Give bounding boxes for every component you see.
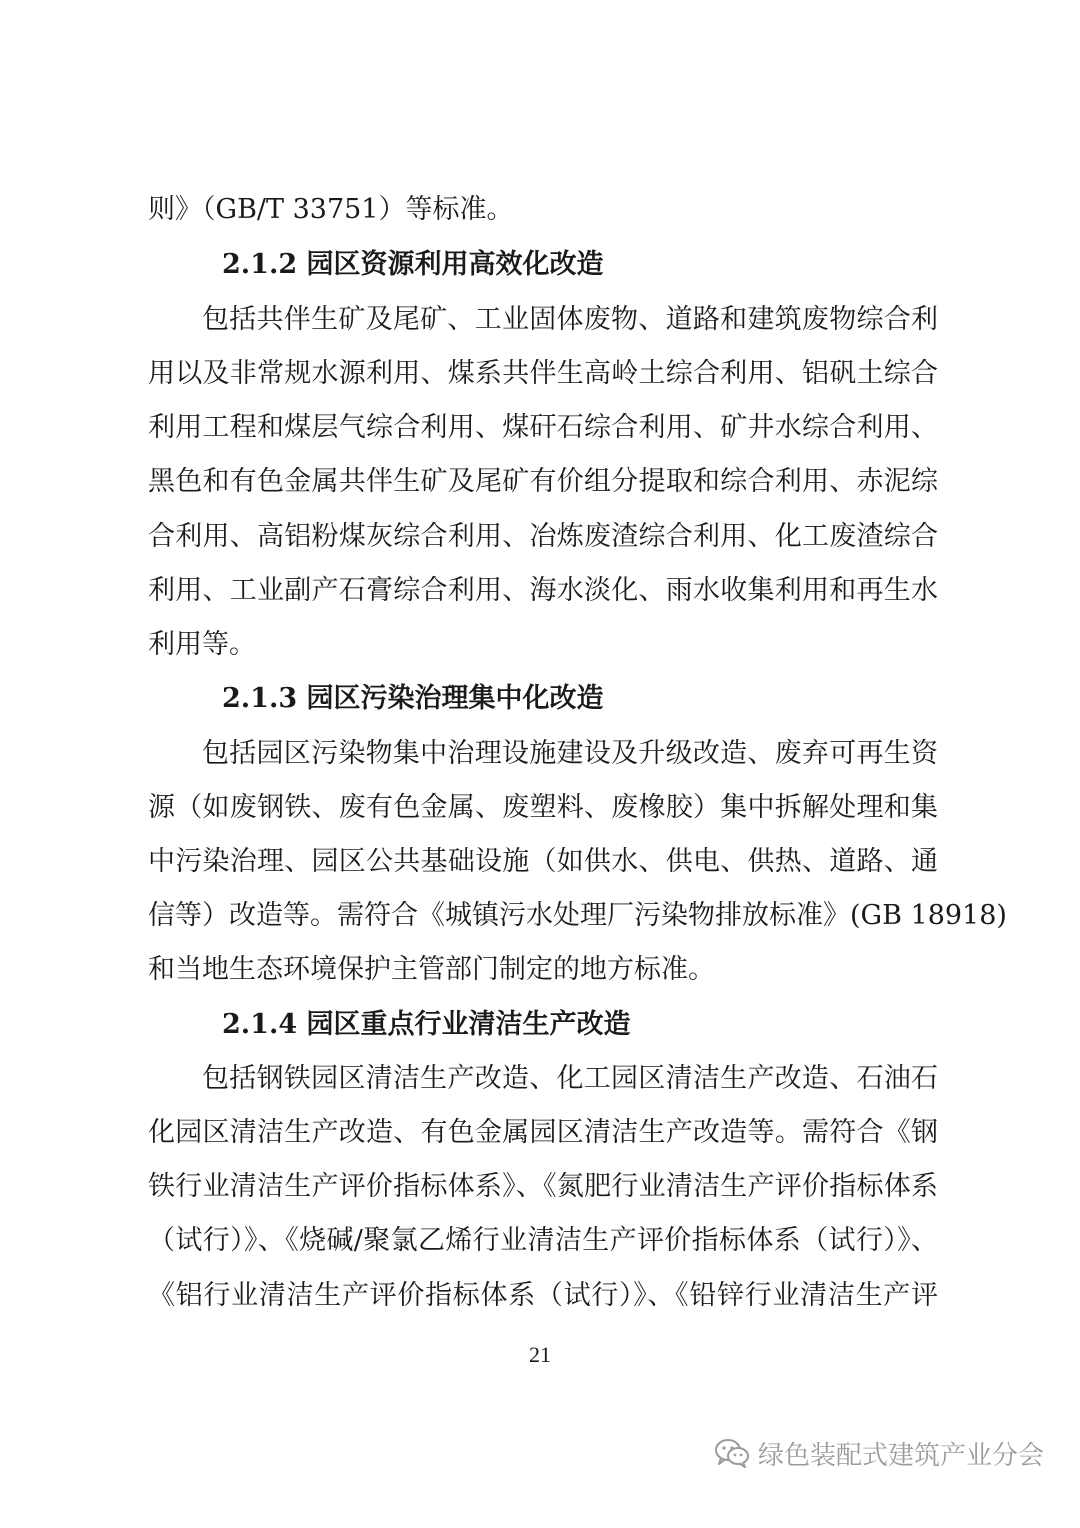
paragraph-line: 包括钢铁园区清洁生产改造、化工园区清洁生产改造、石油石 [202, 1063, 938, 1094]
wechat-icon [714, 1438, 750, 1468]
watermark [714, 1433, 1044, 1473]
watermark-text: 绿色装配式建筑产业分会 [757, 1440, 1044, 1471]
paragraph-line: 包括共伴生矿及尾矿、工业固体废物、道路和建筑废物综合利 [202, 304, 938, 335]
section-heading: 2.1.4 园区重点行业清洁生产改造 [222, 1009, 631, 1040]
page-number: 21 [529, 1342, 551, 1367]
paragraph-line: 包括园区污染物集中治理设施建设及升级改造、废弃可再生资 [202, 738, 938, 769]
paragraph-line: 和当地生态环境保护主管部门制定的地方标准。 [148, 954, 715, 985]
paragraph-line: 用以及非常规水源利用、煤系共伴生高岭土综合利用、铝矾土综合 [148, 358, 938, 389]
paragraph-line: 源（如废钢铁、废有色金属、废塑料、废橡胶）集中拆解处理和集 [148, 792, 938, 823]
paragraph-line: 化园区清洁生产改造、有色金属园区清洁生产改造等。需符合《钢 [148, 1117, 938, 1148]
paragraph-line: 合利用、高铝粉煤灰综合利用、冶炼废渣综合利用、化工废渣综合 [148, 521, 938, 552]
paragraph-line: 利用工程和煤层气综合利用、煤矸石综合利用、矿井水综合利用、 [148, 412, 938, 443]
paragraph-line: （试行）》、《烧碱/聚氯乙烯行业清洁生产评价指标体系（试行）》、 [148, 1225, 938, 1256]
section-heading: 2.1.3 园区污染治理集中化改造 [222, 683, 604, 714]
section-heading: 2.1.2 园区资源利用高效化改造 [222, 249, 604, 280]
paragraph-line: 黑色和有色金属共伴生矿及尾矿有价组分提取和综合利用、赤泥综 [148, 466, 938, 497]
paragraph-line: 铁行业清洁生产评价指标体系》、《氮肥行业清洁生产评价指标体系 [148, 1171, 938, 1202]
paragraph-line: 则》（GB/T 33751）等标准。 [148, 194, 514, 225]
paragraph-line: 利用等。 [148, 629, 256, 660]
paragraph-line: 信等）改造等。需符合《城镇污水处理厂污染物排放标准》(GB 18918) [148, 900, 1007, 931]
paragraph-line: 利用、工业副产石膏综合利用、海水淡化、雨水收集利用和再生水 [148, 575, 938, 606]
paragraph-line: 中污染治理、园区公共基础设施（如供水、供电、供热、道路、通 [148, 846, 938, 877]
paragraph-line: 《铝行业清洁生产评价指标体系（试行）》、《铅锌行业清洁生产评 [148, 1280, 938, 1311]
